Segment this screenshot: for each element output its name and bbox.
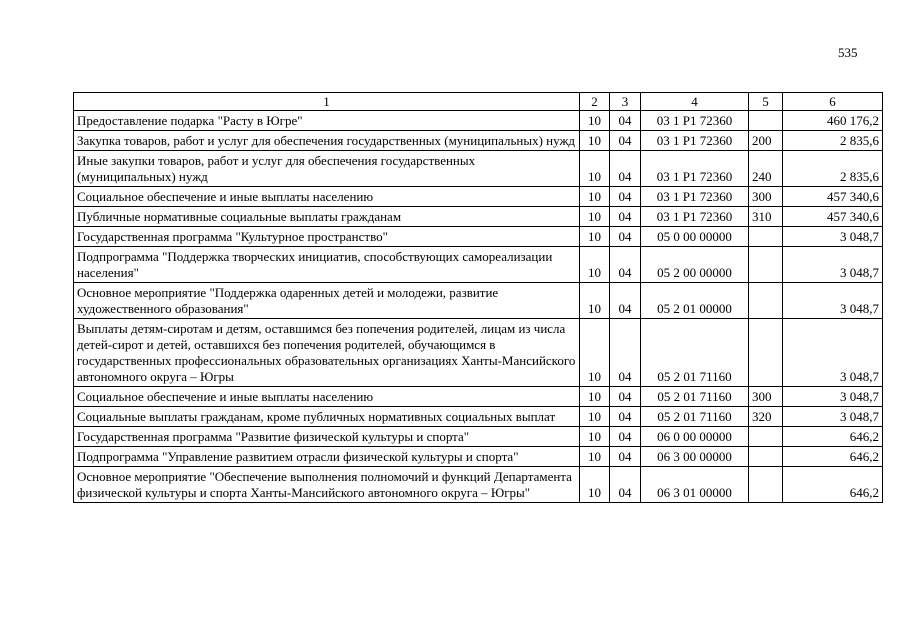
- table-row: [74, 131, 883, 151]
- table-row: [74, 151, 883, 187]
- budget-table: [73, 92, 883, 503]
- cell-target-article: 05 2 01 71160: [641, 319, 749, 387]
- cell-name: Социальное обеспечение и иные выплаты населению: [74, 387, 580, 407]
- cell-target-article: 05 2 01 71160: [641, 407, 749, 427]
- cell-section: 10: [580, 407, 610, 427]
- cell-section: 10: [580, 447, 610, 467]
- cell-name: Основное мероприятие "Обеспечение выполнения полномочий и функций Департамента физической культуры и спорта Ханты-Мансийского автономного округа – Югры": [74, 467, 580, 503]
- header-cell-name: 1: [74, 93, 580, 111]
- table-row: [74, 427, 883, 447]
- cell-name: Социальные выплаты гражданам, кроме публичных нормативных социальных выплат: [74, 407, 580, 427]
- cell-expense-type: 240: [749, 151, 783, 187]
- cell-amount: 3 048,7: [783, 283, 883, 319]
- cell-subsection: 04: [610, 283, 641, 319]
- cell-expense-type: 310: [749, 207, 783, 227]
- cell-section: 10: [580, 131, 610, 151]
- cell-amount: 3 048,7: [783, 387, 883, 407]
- table-row: [74, 407, 883, 427]
- cell-name: Закупка товаров, работ и услуг для обеспечения государственных (муниципальных) нужд: [74, 131, 580, 151]
- cell-section: 10: [580, 111, 610, 131]
- table-row: [74, 319, 883, 387]
- cell-amount: 460 176,2: [783, 111, 883, 131]
- cell-name: Выплаты детям-сиротам и детям, оставшимся без попечения родителей, лицам из числа детей-сирот и детей, оставшихся без попечения родителей, обучающимся в государственных профессиональных образовательных организациях Ханты-Мансийского автономного округа – Югры: [74, 319, 580, 387]
- cell-amount: 457 340,6: [783, 207, 883, 227]
- table-row: [74, 283, 883, 319]
- header-cell-rz: 2: [580, 93, 610, 111]
- cell-expense-type: 320: [749, 407, 783, 427]
- cell-name: Основное мероприятие "Поддержка одаренных детей и молодежи, развитие художественного образования": [74, 283, 580, 319]
- cell-amount: 646,2: [783, 467, 883, 503]
- cell-name: Государственная программа "Развитие физической культуры и спорта": [74, 427, 580, 447]
- cell-amount: 2 835,6: [783, 151, 883, 187]
- cell-expense-type: [749, 227, 783, 247]
- cell-name: Подпрограмма "Поддержка творческих инициатив, способствующих самореализации населения": [74, 247, 580, 283]
- cell-target-article: 03 1 P1 72360: [641, 187, 749, 207]
- cell-subsection: 04: [610, 151, 641, 187]
- cell-expense-type: 300: [749, 187, 783, 207]
- cell-target-article: 03 1 P1 72360: [641, 111, 749, 131]
- cell-name: Социальное обеспечение и иные выплаты населению: [74, 187, 580, 207]
- cell-subsection: 04: [610, 247, 641, 283]
- cell-expense-type: 200: [749, 131, 783, 151]
- table-row: [74, 111, 883, 131]
- cell-section: 10: [580, 207, 610, 227]
- cell-subsection: 04: [610, 207, 641, 227]
- cell-target-article: 03 1 P1 72360: [641, 131, 749, 151]
- cell-target-article: 03 1 P1 72360: [641, 151, 749, 187]
- cell-amount: 2 835,6: [783, 131, 883, 151]
- cell-name: Подпрограмма "Управление развитием отрасли физической культуры и спорта": [74, 447, 580, 467]
- cell-expense-type: 300: [749, 387, 783, 407]
- cell-section: 10: [580, 227, 610, 247]
- header-cell-sum: 6: [783, 93, 883, 111]
- cell-target-article: 05 2 01 00000: [641, 283, 749, 319]
- header-cell-vr: 5: [749, 93, 783, 111]
- cell-name: Предоставление подарка "Расту в Югре": [74, 111, 580, 131]
- cell-expense-type: [749, 447, 783, 467]
- cell-amount: 646,2: [783, 447, 883, 467]
- cell-section: 10: [580, 319, 610, 387]
- cell-expense-type: [749, 467, 783, 503]
- cell-subsection: 04: [610, 227, 641, 247]
- table-row: [74, 247, 883, 283]
- cell-amount: 3 048,7: [783, 407, 883, 427]
- table-row: [74, 467, 883, 503]
- cell-target-article: 06 3 00 00000: [641, 447, 749, 467]
- cell-amount: 457 340,6: [783, 187, 883, 207]
- cell-name: Государственная программа "Культурное пространство": [74, 227, 580, 247]
- cell-section: 10: [580, 187, 610, 207]
- cell-section: 10: [580, 247, 610, 283]
- cell-target-article: 03 1 P1 72360: [641, 207, 749, 227]
- cell-amount: 3 048,7: [783, 227, 883, 247]
- table-row: [74, 447, 883, 467]
- header-cell-pr: 3: [610, 93, 641, 111]
- cell-expense-type: [749, 319, 783, 387]
- cell-expense-type: [749, 247, 783, 283]
- cell-section: 10: [580, 427, 610, 447]
- cell-target-article: 05 0 00 00000: [641, 227, 749, 247]
- table-row: [74, 207, 883, 227]
- cell-subsection: 04: [610, 111, 641, 131]
- table-row: [74, 187, 883, 207]
- page-number: 535: [838, 45, 858, 60]
- header-cell-csr: 4: [641, 93, 749, 111]
- cell-section: 10: [580, 467, 610, 503]
- cell-subsection: 04: [610, 467, 641, 503]
- cell-section: 10: [580, 283, 610, 319]
- cell-expense-type: [749, 283, 783, 319]
- cell-target-article: 06 3 01 00000: [641, 467, 749, 503]
- cell-section: 10: [580, 151, 610, 187]
- table-row: [74, 387, 883, 407]
- cell-expense-type: [749, 427, 783, 447]
- cell-amount: 3 048,7: [783, 319, 883, 387]
- cell-name: Публичные нормативные социальные выплаты гражданам: [74, 207, 580, 227]
- cell-section: 10: [580, 387, 610, 407]
- cell-expense-type: [749, 111, 783, 131]
- cell-amount: 3 048,7: [783, 247, 883, 283]
- cell-subsection: 04: [610, 187, 641, 207]
- cell-subsection: 04: [610, 387, 641, 407]
- cell-subsection: 04: [610, 427, 641, 447]
- table-header-row: [74, 93, 883, 111]
- cell-name: Иные закупки товаров, работ и услуг для обеспечения государственных (муниципальных) нужд: [74, 151, 580, 187]
- cell-target-article: 05 2 01 71160: [641, 387, 749, 407]
- cell-subsection: 04: [610, 407, 641, 427]
- cell-amount: 646,2: [783, 427, 883, 447]
- cell-subsection: 04: [610, 447, 641, 467]
- cell-subsection: 04: [610, 319, 641, 387]
- cell-target-article: 05 2 00 00000: [641, 247, 749, 283]
- cell-subsection: 04: [610, 131, 641, 151]
- table-row: [74, 227, 883, 247]
- cell-target-article: 06 0 00 00000: [641, 427, 749, 447]
